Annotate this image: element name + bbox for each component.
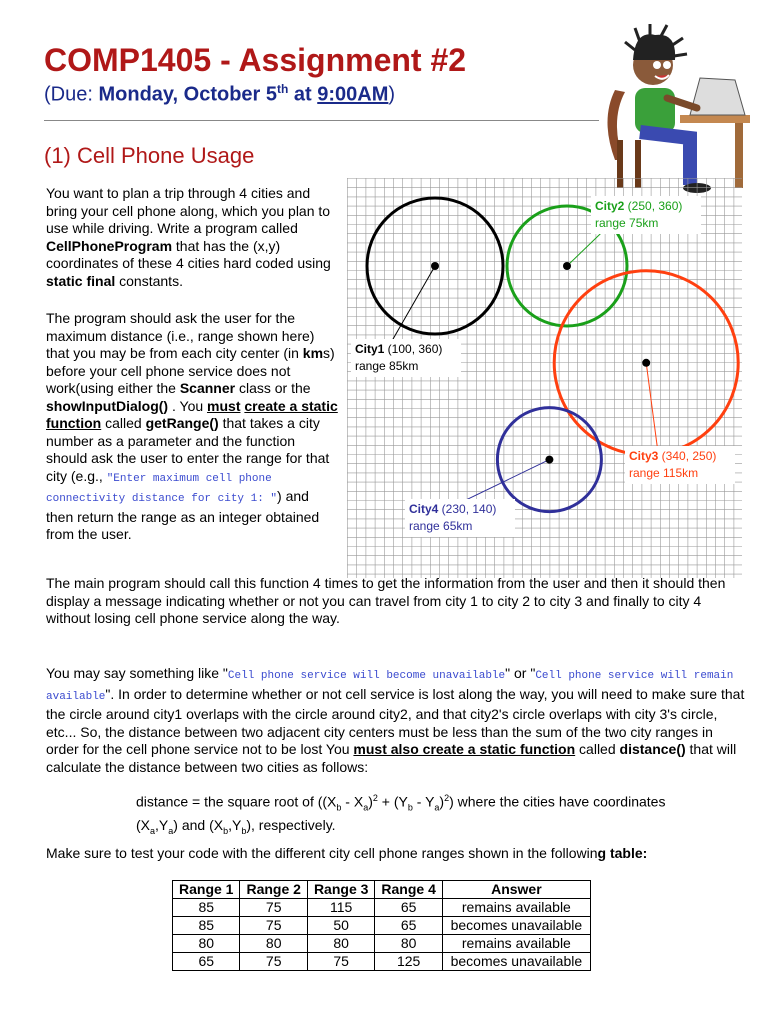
- p4-text-e: that will calculate the distance between two cities as follows:: [46, 741, 737, 775]
- table-cell: becomes unavailable: [442, 953, 590, 971]
- program-name: CellPhoneProgram: [46, 237, 173, 254]
- table-cell: 75: [240, 917, 307, 935]
- distance-formula: [136, 790, 736, 840]
- table-cell: 80: [173, 935, 240, 953]
- p2-text-c: class or the: [235, 380, 311, 396]
- p4-text-b: " or ": [505, 665, 536, 681]
- assignment-title: COMP1405 - Assignment #2: [44, 42, 467, 78]
- table-cell: 75: [307, 953, 374, 971]
- city-center-1: [431, 262, 439, 270]
- table-cell: 50: [307, 917, 374, 935]
- prompt-example: "Enter maximum cell phone connectivity distance for city 1: ": [46, 472, 278, 505]
- f-c: ): [368, 793, 373, 810]
- city-center-4: [545, 456, 553, 464]
- getrange-term: getRange(): [145, 415, 219, 431]
- table-cell: becomes unavailable: [442, 917, 590, 935]
- p4-text-a: You may say something like ": [46, 665, 228, 681]
- must-also-term: must also create a static function: [353, 741, 576, 757]
- f-sub-b1: b: [336, 802, 342, 813]
- f-sub-a2: a: [434, 802, 440, 813]
- table-cell: 125: [375, 953, 442, 971]
- f-sub-a4: a: [168, 825, 174, 836]
- table-cell: 80: [307, 935, 374, 953]
- f-a: distance = the square root of ((X: [136, 793, 337, 810]
- intro-paragraph: [46, 185, 338, 290]
- table-cell: 65: [375, 917, 442, 935]
- table-row: [173, 953, 591, 971]
- f-sub-b2: b: [407, 802, 413, 813]
- p3-text: The main program should call this function 4 times to get the information from the user and then it should then display a message indicating whether or not you can travel from city 1 to city 2 to city 3 and finally to city 4 without losing cell phone service along the way.: [46, 575, 726, 626]
- f-sup-1: 2: [372, 793, 378, 803]
- student-at-computer-illustration: [595, 20, 755, 195]
- city-range-label-2: range 75km: [595, 216, 659, 230]
- due-date: [44, 82, 395, 107]
- due-day: Monday, October 5: [98, 83, 278, 106]
- table-header-cell: Range 3: [307, 881, 374, 899]
- f-j: ) and (X: [173, 816, 224, 833]
- table-cell: 65: [173, 953, 240, 971]
- due-open: (Due:: [44, 83, 99, 106]
- table-cell: remains available: [442, 899, 590, 917]
- p5-text-a: Make sure to test your code with the different city cell phone ranges shown in the followin: [46, 845, 598, 861]
- km-term: km: [302, 345, 324, 361]
- f-h: (X: [136, 816, 150, 833]
- table-row: [173, 935, 591, 953]
- p1-text-b: that has the (x,y) coordinates of these 4 cities hard coded using: [46, 237, 331, 271]
- due-at: at: [288, 83, 318, 106]
- range-test-table: [172, 880, 591, 971]
- table-intro: [46, 845, 746, 863]
- table-cell: 80: [375, 935, 442, 953]
- p2-text-d: . You: [168, 397, 208, 414]
- p4-text-d: called: [575, 741, 620, 757]
- f-f: ): [439, 793, 445, 810]
- f-l: ), respectively.: [246, 816, 336, 833]
- must-term: must: [207, 397, 241, 414]
- table-cell: 75: [240, 953, 307, 971]
- city-name-label-3: City3 (340, 250): [629, 449, 717, 463]
- city-name-label-4: City4 (230, 140): [409, 502, 497, 516]
- f-sup-2: 2: [444, 793, 450, 803]
- create-static-term: create a static function: [46, 397, 338, 431]
- p1-text-c: constants.: [115, 272, 183, 289]
- f-sub-a3: a: [150, 825, 156, 836]
- table-header-cell: Range 1: [173, 881, 240, 899]
- f-sub-a1: a: [363, 802, 369, 813]
- city-range-label-3: range 115km: [629, 466, 699, 480]
- p2-text-b: s) before your cell phone service does not work(using either the: [46, 345, 335, 396]
- overlap-paragraph: [46, 665, 746, 776]
- p4-text-c: ". In order to determine whether or not cell service is lost along the way, you will need to make sure that the circle around city1 overlaps with the circle around city2, and that city2's circle overlaps with city 3's circle, etc... So, the distance between two adjacent city centers must be less than the sum of the two city ranges in order for the cell phone service not to be lost You: [46, 685, 745, 757]
- f-b: - X: [341, 793, 364, 810]
- p1-text-a: You want to plan a trip through 4 cities and bring your cell phone along, which you plan to use while driving. Write a program called: [46, 185, 331, 236]
- table-cell: 75: [240, 899, 307, 917]
- section-heading: (1) Cell Phone Usage: [44, 143, 255, 168]
- range-paragraph: [46, 310, 338, 544]
- header-divider: [44, 120, 599, 121]
- message-unavailable: Cell phone service will become unavailable: [227, 670, 506, 682]
- p2-text-h: ) and then return the range as an integer obtained from the user.: [46, 488, 320, 542]
- table-header-row: [173, 881, 591, 899]
- table-cell: 115: [307, 899, 374, 917]
- city-range-label-1: range 85km: [355, 359, 419, 373]
- message-available: Cell phone service will remain available: [46, 670, 734, 703]
- table-row: [173, 899, 591, 917]
- distance-term: distance(): [619, 741, 686, 757]
- scanner-term: Scanner: [179, 380, 236, 396]
- city-range-diagram: [347, 178, 742, 578]
- table-body: [173, 899, 591, 971]
- table-cell: remains available: [442, 935, 590, 953]
- dialog-term: showInputDialog(): [46, 397, 169, 414]
- p2-text-g: that takes a city number as a parameter and the function should ask the user to enter the range for that city (e.g.,: [46, 415, 330, 484]
- f-g: ) where the cities have coordinates: [449, 793, 666, 810]
- city-name-label-1: City1 (100, 360): [355, 342, 443, 356]
- table-header-cell: Answer: [442, 881, 590, 899]
- f-e: - Y: [412, 793, 435, 810]
- p5-text-b: g table:: [597, 845, 648, 861]
- table-header-cell: Range 4: [375, 881, 442, 899]
- city-labels: [351, 196, 735, 537]
- static-final-term: static final: [46, 272, 116, 289]
- f-sub-b4: b: [241, 825, 247, 836]
- f-sub-b3: b: [223, 825, 229, 836]
- table-cell: 80: [240, 935, 307, 953]
- main-program-paragraph: [46, 575, 746, 628]
- table-header-cell: Range 2: [240, 881, 307, 899]
- p2-text-f: called: [101, 415, 146, 431]
- p2-text-a: The program should ask the user for the maximum distance (i.e., range shown here) that you may be from each city center (in: [46, 310, 315, 361]
- city-range-label-4: range 65km: [409, 519, 473, 533]
- f-i: ,Y: [155, 816, 169, 833]
- city-name-label-2: City2 (250, 360): [595, 199, 683, 213]
- city-center-3: [642, 359, 650, 367]
- city-center-2: [563, 262, 571, 270]
- table-cell: 85: [173, 899, 240, 917]
- due-close: ): [388, 83, 396, 106]
- f-k: ,Y: [228, 816, 242, 833]
- table-cell: 85: [173, 917, 240, 935]
- f-d: + (Y: [377, 793, 408, 810]
- table-cell: 65: [375, 899, 442, 917]
- table-row: [173, 917, 591, 935]
- due-sup: th: [277, 82, 289, 96]
- due-time: 9:00AM: [317, 83, 389, 106]
